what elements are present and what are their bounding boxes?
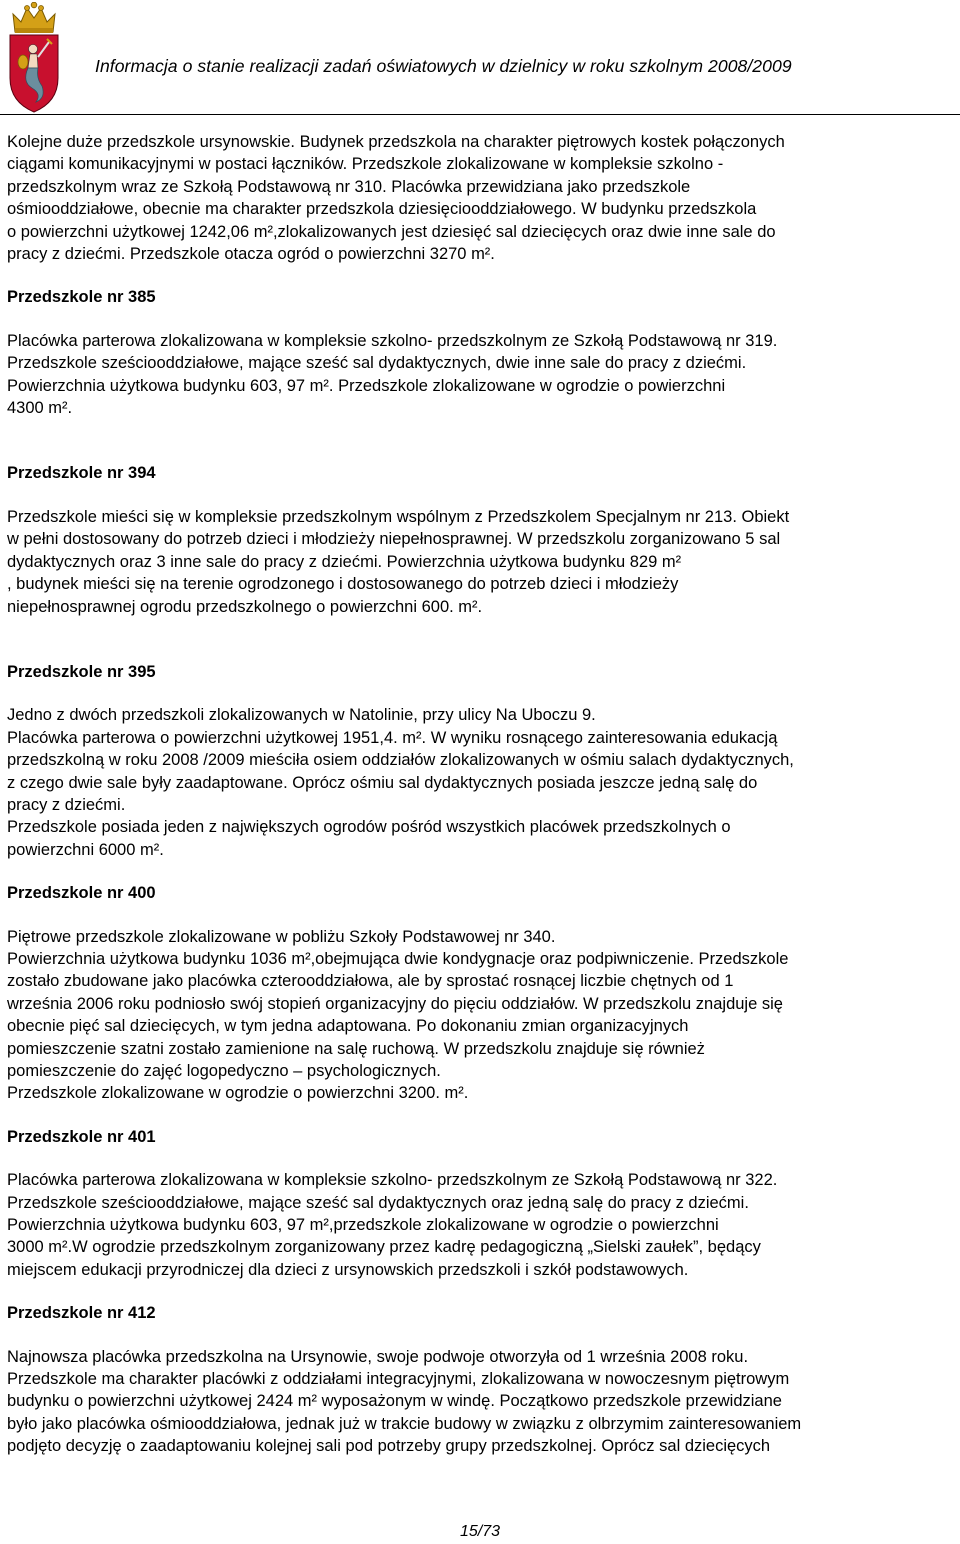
paragraph-line: ośmiooddziałowe, obecnie ma charakter przedszkola dziesięciooddziałowego. W budynku przedszkola <box>7 200 757 219</box>
paragraph-line: Powierzchnia użytkowa budynku 603, 97 m². Przedszkole zlokalizowane w ogrodzie o powierzchni <box>7 376 726 395</box>
paragraph-line: Placówka parterowa zlokalizowana w kompleksie szkolno- przedszkolnym ze Szkołą Podstawową nr 322. <box>7 1171 778 1190</box>
paragraph-line: ciągami komunikacyjnymi w postaci łączników. Przedszkole zlokalizowane w kompleksie szkolno - <box>7 155 724 174</box>
paragraph-line: zostało zbudowane jako placówka czterooddziałowa, ale by sprostać rosnącej liczbie chętnych od 1 <box>7 972 734 991</box>
paragraph <box>7 131 955 265</box>
paragraph-line: podjęto decyzję o zaadaptowaniu kolejnej sali pod potrzeby grupy przedszkolnej. Oprócz sal dziecięcych <box>7 1437 771 1456</box>
paragraph <box>7 926 955 1105</box>
paragraph-line: z czego dwie sale były zaadaptowane. Oprócz ośmiu sal dydaktycznych posiada jeszcze jedną salę do <box>7 773 758 792</box>
paragraph-line: września 2006 roku podniosło swój stopień organizacyjny do pięciu oddziałów. W przedszkolu znajduje się <box>7 994 783 1013</box>
paragraph-line: Powierzchnia użytkowa budynku 1036 m²,obejmująca dwie kondygnacje oraz podpiwniczenie. Przedszkole <box>7 949 789 968</box>
paragraph-line: miejscem edukacji przyrodniczej dla dzieci z ursynowskich przedszkoli i szkół podstawowych. <box>7 1260 689 1279</box>
paragraph <box>7 506 955 618</box>
paragraph-line: Przedszkole sześciooddziałowe, mające sześć sal dydaktycznych, dwie inne sale do pracy z dziećmi. <box>7 354 747 373</box>
paragraph-line: 4300 m². <box>7 399 73 418</box>
paragraph-line: w pełni dostosowany do potrzeb dzieci i młodzieży niepełnosprawnej. W przedszkolu zorganizowano 5 sal <box>7 530 781 549</box>
section-heading: Przedszkole nr 412 <box>7 1304 156 1323</box>
section-heading: Przedszkole nr 395 <box>7 662 156 681</box>
paragraph <box>7 330 955 420</box>
paragraph-line: pomieszczenie do zajęć logopedyczno – psychologicznych. <box>7 1062 441 1080</box>
paragraph <box>7 1346 955 1458</box>
paragraph-line: Placówka parterowa o powierzchni użytkowej 1951,4. m². W wyniku rosnącego zainteresowania edukacją <box>7 728 778 747</box>
paragraph-line: pracy z dziećmi. Przedszkole otacza ogród o powierzchni 3270 m². <box>7 245 495 264</box>
paragraph-line: niepełnosprawnej ogrodu przedszkolnego o powierzchni 600. m². <box>7 597 483 616</box>
paragraph-line: Przedszkole mieści się w kompleksie przedszkolnym wspólnym z Przedszkolem Specjalnym nr 213. Obiekt <box>7 507 790 526</box>
section-heading: Przedszkole nr 401 <box>7 1127 156 1146</box>
paragraph <box>7 1169 955 1281</box>
paragraph-line: Kolejne duże przedszkole ursynowskie. Budynek przedszkola na charakter piętrowych kostek połączonych <box>7 133 785 151</box>
paragraph-line: przedszkolnym wraz ze Szkołą Podstawową nr 310. Placówka przewidziana jako przedszkole <box>7 177 691 196</box>
paragraph-line: budynku o powierzchni użytkowej 2424 m² wyposażonym w windę. Początkowo przedszkole przewidziane <box>7 1392 782 1411</box>
paragraph-line: Przedszkole zlokalizowane w ogrodzie o powierzchni 3200. m². <box>7 1084 469 1103</box>
paragraph-line: obecnie pięć sal dziecięcych, w tym jedna adaptowana. Po dokonaniu zmian organizacyjnych <box>7 1017 689 1036</box>
warsaw-coat-of-arms-icon <box>6 2 62 114</box>
paragraph-line: pracy z dziećmi. <box>7 795 126 814</box>
paragraph <box>7 704 955 861</box>
page-number: 15/73 <box>459 1523 501 1540</box>
paragraph-line: dydaktycznych oraz 3 inne sale do pracy z dziećmi. Powierzchnia użytkowa budynku 829 m² <box>7 552 682 571</box>
paragraph-line: , budynek mieści się na terenie ogrodzonego i dostosowanego do potrzeb dzieci i młodzieży <box>7 575 679 594</box>
section-heading: Przedszkole nr 394 <box>7 464 156 483</box>
document-body <box>7 131 955 1458</box>
paragraph-line: o powierzchni użytkowej 1242,06 m²,zlokalizowanych jest dziesięć sal dziecięcych oraz dwie inne sale do <box>7 222 776 241</box>
paragraph-line: powierzchni 6000 m². <box>7 840 164 859</box>
paragraph-line: było jako placówka ośmiooddziałowa, jednak już w trakcie budowy w związku z olbrzymim zainteresowaniem <box>7 1414 802 1433</box>
paragraph-line: Powierzchnia użytkowa budynku 603, 97 m²,przedszkole zlokalizowane w ogrodzie o powierzchni <box>7 1216 719 1235</box>
header-rule <box>0 114 960 115</box>
paragraph-line: Przedszkole posiada jeden z największych ogrodów pośród wszystkich placówek przedszkolnych o <box>7 818 731 837</box>
paragraph-line: przedszkolną w roku 2008 /2009 mieściła osiem oddziałów zlokalizowanych w ośmiu salach dydaktycznych, <box>7 751 794 770</box>
paragraph-line: Jedno z dwóch przedszkoli zlokalizowanych w Natolinie, przy ulicy Na Uboczu 9. <box>7 706 596 725</box>
paragraph-line: 3000 m².W ogrodzie przedszkolnym zorganizowany przez kadrę pedagogiczną „Sielski zaułek”, będący <box>7 1238 761 1257</box>
paragraph-line: Przedszkole ma charakter placówki z oddziałami integracyjnymi, zlokalizowana w nowoczesnym piętrowym <box>7 1370 790 1389</box>
section-heading: Przedszkole nr 385 <box>7 288 156 307</box>
paragraph-line: pomieszczenie szatni zostało zamienione na salę ruchową. W przedszkolu znajduje się również <box>7 1039 705 1058</box>
paragraph-line: Placówka parterowa zlokalizowana w kompleksie szkolno- przedszkolnym ze Szkołą Podstawową nr 319. <box>7 331 778 350</box>
paragraph-line: Piętrowe przedszkole zlokalizowane w pobliżu Szkoły Podstawowej nr 340. <box>7 927 556 946</box>
section-heading: Przedszkole nr 400 <box>7 884 156 903</box>
paragraph-line: Najnowsza placówka przedszkolna na Ursynowie, swoje podwoje otworzyła od 1 września 2008 roku. <box>7 1347 749 1366</box>
page-header <box>0 0 960 118</box>
paragraph-line: Przedszkole sześciooddziałowe, mające sześć sal dydaktycznych oraz jedną salę do pracy z dziećmi. <box>7 1193 749 1212</box>
header-title: Informacja o stanie realizacji zadań oświatowych w dzielnicy w roku szkolnym 2008/2009 <box>95 56 792 76</box>
